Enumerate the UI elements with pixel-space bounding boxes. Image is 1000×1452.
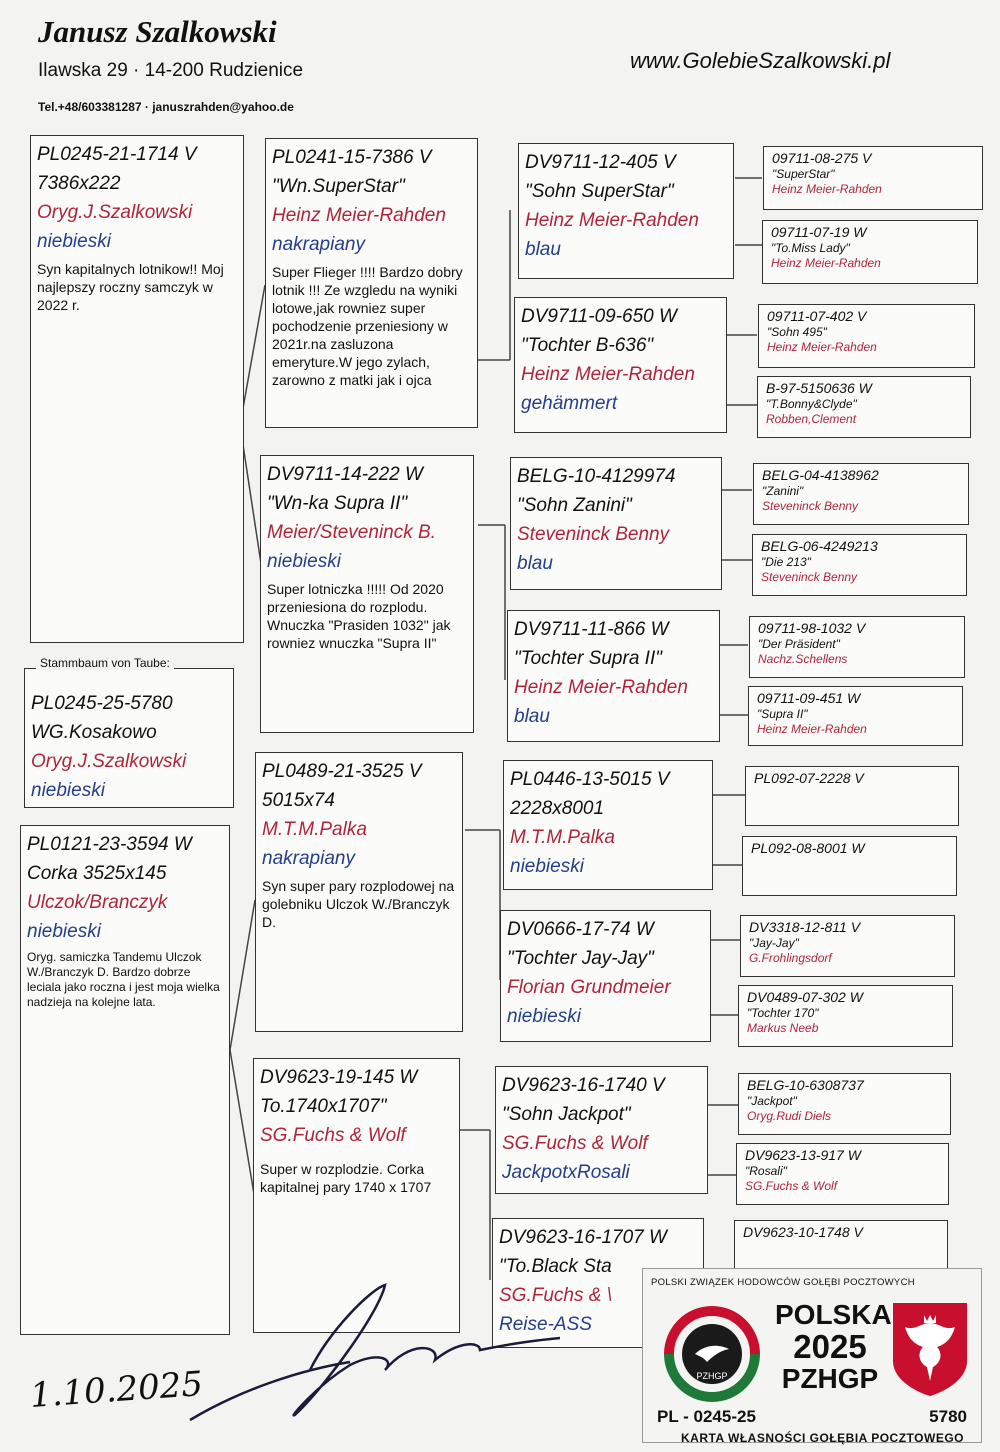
gen4-ring: 09711-09-451 W <box>757 690 861 706</box>
gen2-breeder: Heinz Meier-Rahden <box>272 205 446 226</box>
gen4-breeder: Heinz Meier-Rahden <box>771 256 881 270</box>
gen4-name: "T.Bonny&Clyde" <box>766 397 857 411</box>
father-note: Syn kapitalnych lotnikow!! Moj najlepszy roczny samczyk w 2022 r. <box>37 261 224 313</box>
gen4-ring: BELG-10-6308737 <box>747 1077 864 1093</box>
stammbaum-color: niebieski <box>31 780 105 801</box>
gen4-ring: DV0489-07-302 W <box>747 989 863 1005</box>
stammbaum-line2: WG.Kosakowo <box>31 722 157 743</box>
gen2-line2: To.1740x1707" <box>260 1096 387 1117</box>
pzhgp-logo-icon <box>657 1299 767 1409</box>
pedigree-father-box <box>30 135 244 643</box>
gen3-ring: DV0666-17-74 W <box>507 919 654 940</box>
polish-eagle-icon <box>891 1301 969 1397</box>
gen2-ring: PL0489-21-3525 V <box>262 761 422 782</box>
gen4-ring: DV9623-13-917 W <box>745 1147 861 1163</box>
gen4-breeder: G.Frohlingsdorf <box>749 951 832 965</box>
gen4-name: "Supra II" <box>757 707 808 721</box>
gen2-note: Super w rozplodzie. Corka kapitalnej pary 1740 x 1707 <box>260 1161 432 1195</box>
mother-ring: PL0121-23-3594 W <box>27 834 192 855</box>
gen3-ring: PL0446-13-5015 V <box>510 769 670 790</box>
gen3-breeder: Heinz Meier-Rahden <box>514 677 688 698</box>
gen2-box <box>265 138 478 428</box>
gen3-color: blau <box>514 706 550 727</box>
gen4-ring: 09711-98-1032 V <box>758 620 866 636</box>
gen4-box <box>736 1143 949 1205</box>
gen3-box <box>514 297 727 433</box>
gen2-box <box>255 752 463 1032</box>
gen3-ring: DV9711-09-650 W <box>521 306 677 327</box>
gen4-ring: 09711-07-402 V <box>767 308 867 324</box>
gen4-breeder: Steveninck Benny <box>761 570 858 584</box>
gen4-name: "Zanini" <box>762 484 804 498</box>
gen3-ring: BELG-10-4129974 <box>517 466 676 487</box>
father-ring: PL0245-21-1714 V <box>37 144 197 165</box>
stammbaum-ring: PL0245-25-5780 <box>31 693 173 714</box>
gen3-color: niebieski <box>510 856 584 877</box>
gen4-name: "Rosali" <box>745 1164 787 1178</box>
gen2-note: Super lotniczka !!!!! Od 2020 przeniesiona do rozplodu. Wnuczka "Prasiden 1032" jak rowniez wnuczka "Supra II" <box>267 581 451 651</box>
stammbaum-title: Stammbaum von Taube: <box>36 656 174 670</box>
mother-line2: Corka 3525x145 <box>27 863 167 884</box>
gen4-name: "Der Präsident" <box>758 637 840 651</box>
stammbaum-breeder: Oryg.J.Szalkowski <box>31 751 187 772</box>
gen4-name: "SuperStar" <box>772 167 835 181</box>
gen2-color: niebieski <box>267 551 341 572</box>
stamp-year: 2025 <box>793 1328 867 1365</box>
gen3-ring: DV9623-16-1707 W <box>499 1227 667 1248</box>
gen4-breeder: SG.Fuchs & Wolf <box>745 1179 838 1193</box>
gen3-color: Reise-ASS <box>499 1314 592 1335</box>
gen4-name: "Die 213" <box>761 555 811 569</box>
gen3-line2: "Tochter Supra II" <box>514 648 662 669</box>
gen3-line2: "To.Black Sta <box>499 1256 612 1277</box>
mother-note: Oryg. samiczka Tandemu Ulczok W./Branczyk D. Bardzo dobrze leciala jako roczna i jest moja wielka nadzieja na kolejne lata. <box>27 950 220 1009</box>
gen3-breeder: Florian Grundmeier <box>507 977 671 998</box>
gen4-breeder: Heinz Meier-Rahden <box>772 182 882 196</box>
stamp-org: PZHGP <box>781 1363 879 1394</box>
stamp-ring-left: PL - 0245-25 <box>657 1407 756 1426</box>
gen4-box <box>762 220 978 284</box>
gen3-line2: "Sohn Jackpot" <box>502 1104 631 1125</box>
gen4-box <box>752 534 967 596</box>
gen2-ring: DV9623-19-145 W <box>260 1067 418 1088</box>
gen2-note: Super Flieger !!!! Bardzo dobry lotnik !!! Ze wzgledu na wyniki lotowe,jak rowniez super pochodzenie przeniesiony w 2021r.na zasluzona emeryture.W jego zylach, zarowno z matki jak i ojca <box>272 264 463 388</box>
gen4-name: "To.Miss Lady" <box>771 241 850 255</box>
stammbaum-box <box>24 668 234 808</box>
gen3-breeder: SG.Fuchs & Wolf <box>502 1133 648 1154</box>
gen3-line2: "Tochter Jay-Jay" <box>507 948 654 969</box>
gen3-line2: "Sohn Zanini" <box>517 495 632 516</box>
gen4-ring: PL092-08-8001 W <box>751 840 865 856</box>
gen2-line2: 5015x74 <box>262 790 335 811</box>
gen4-breeder: Robben,Clement <box>766 412 857 426</box>
gen4-box <box>749 616 965 678</box>
gen3-breeder: Heinz Meier-Rahden <box>521 364 695 385</box>
signature-scribble <box>180 1270 640 1440</box>
gen4-ring: BELG-04-4138962 <box>762 467 879 483</box>
ownership-card <box>642 1268 982 1443</box>
gen4-ring: BELG-06-4249213 <box>761 538 878 554</box>
gen4-name: "Tochter 170" <box>747 1006 819 1020</box>
gen2-breeder: M.T.M.Palka <box>262 819 367 840</box>
father-line2: 7386x222 <box>37 173 121 194</box>
gen2-box <box>260 455 474 733</box>
gen3-box <box>500 910 711 1042</box>
signature-date: 1.10.2025 <box>28 1364 205 1416</box>
gen4-ring: 09711-08-275 V <box>772 150 872 166</box>
gen3-box <box>503 760 713 890</box>
gen2-color: nakrapiany <box>272 234 365 255</box>
gen3-breeder: M.T.M.Palka <box>510 827 615 848</box>
breeder-name: Janusz Szalkowski <box>38 14 277 49</box>
gen2-color: nakrapiany <box>262 848 355 869</box>
breeder-address: Ilawska 29 · 14-200 Rudzienice <box>38 60 304 81</box>
father-breeder: Oryg.J.Szalkowski <box>37 202 193 223</box>
mother-breeder: Ulczok/Branczyk <box>27 892 168 913</box>
gen3-box <box>507 610 720 742</box>
gen4-name: "Jay-Jay" <box>749 936 799 950</box>
gen4-breeder: Markus Neeb <box>747 1021 819 1035</box>
gen4-breeder: Steveninck Benny <box>762 499 859 513</box>
gen4-ring: DV3318-12-811 V <box>749 919 861 935</box>
gen4-ring: B-97-5150636 W <box>766 380 872 396</box>
gen4-box <box>742 836 957 896</box>
gen4-box <box>738 1073 951 1135</box>
gen3-line2: "Tochter B-636" <box>521 335 654 356</box>
gen4-ring: DV9623-10-1748 V <box>743 1224 863 1240</box>
gen2-breeder: Meier/Steveninck B. <box>267 522 436 543</box>
gen3-ring: DV9711-11-866 W <box>514 619 669 640</box>
gen3-breeder: Heinz Meier-Rahden <box>525 210 699 231</box>
gen3-box <box>510 457 722 590</box>
gen3-box <box>518 143 734 279</box>
gen3-line2: "Sohn SuperStar" <box>525 181 674 202</box>
father-color: niebieski <box>37 231 111 252</box>
pedigree-mother-box <box>20 825 230 1335</box>
gen3-color: blau <box>517 553 553 574</box>
gen4-box <box>758 304 975 368</box>
gen2-ring: PL0241-15-7386 V <box>272 147 432 168</box>
gen4-box <box>745 766 959 826</box>
stamp-footer: KARTA WŁASNOŚCI GOŁĘBIA POCZTOWEGO <box>681 1431 964 1445</box>
gen2-ring: DV9711-14-222 W <box>267 464 423 485</box>
breeder-contact: Tel.+48/603381287 · januszrahden@yahoo.de <box>38 100 294 114</box>
gen2-breeder: SG.Fuchs & Wolf <box>260 1125 406 1146</box>
stamp-ring-right: 5780 <box>929 1407 967 1426</box>
gen3-box <box>495 1066 708 1194</box>
gen4-breeder: Heinz Meier-Rahden <box>757 722 867 736</box>
gen2-note: Syn super pary rozplodowej na golebniku Ulczok W./Branczyk D. <box>262 878 455 930</box>
gen3-color: niebieski <box>507 1006 581 1027</box>
gen4-breeder: Nachz.Schellens <box>758 652 848 666</box>
gen4-ring: 09711-07-19 W <box>771 224 867 240</box>
gen4-box <box>738 985 953 1047</box>
gen4-box <box>763 146 983 210</box>
gen2-line2: "Wn-ka Supra II" <box>267 493 408 514</box>
gen3-color: JackpotxRosali <box>502 1162 630 1183</box>
gen4-box <box>740 915 955 977</box>
gen4-name: "Jackpot" <box>747 1094 797 1108</box>
gen2-line2: "Wn.SuperStar" <box>272 176 405 197</box>
stamp-country: POLSKA <box>775 1299 892 1330</box>
gen4-ring: PL092-07-2228 V <box>754 770 864 786</box>
logo-text: PZHGP <box>696 1371 728 1381</box>
gen3-color: gehämmert <box>521 393 618 414</box>
gen3-breeder: SG.Fuchs & \ <box>499 1285 612 1306</box>
mother-color: niebieski <box>27 921 101 942</box>
gen3-color: blau <box>525 239 561 260</box>
gen3-line2: 2228x8001 <box>510 798 605 819</box>
gen4-box <box>753 463 969 525</box>
gen4-box <box>748 686 963 746</box>
gen3-ring: DV9711-12-405 V <box>525 152 676 173</box>
gen4-breeder: Heinz Meier-Rahden <box>767 340 877 354</box>
gen4-box <box>757 376 971 438</box>
breeder-website[interactable]: www.GolebieSzalkowski.pl <box>630 48 891 73</box>
gen4-name: "Sohn 495" <box>767 325 827 339</box>
stamp-header: POLSKI ZWIĄZEK HODOWCÓW GOŁĘBI POCZTOWYCH <box>651 1277 915 1288</box>
gen4-box <box>734 1220 948 1270</box>
gen3-breeder: Steveninck Benny <box>517 524 670 545</box>
gen3-ring: DV9623-16-1740 V <box>502 1075 665 1096</box>
gen4-breeder: Oryg.Rudi Diels <box>747 1109 832 1123</box>
